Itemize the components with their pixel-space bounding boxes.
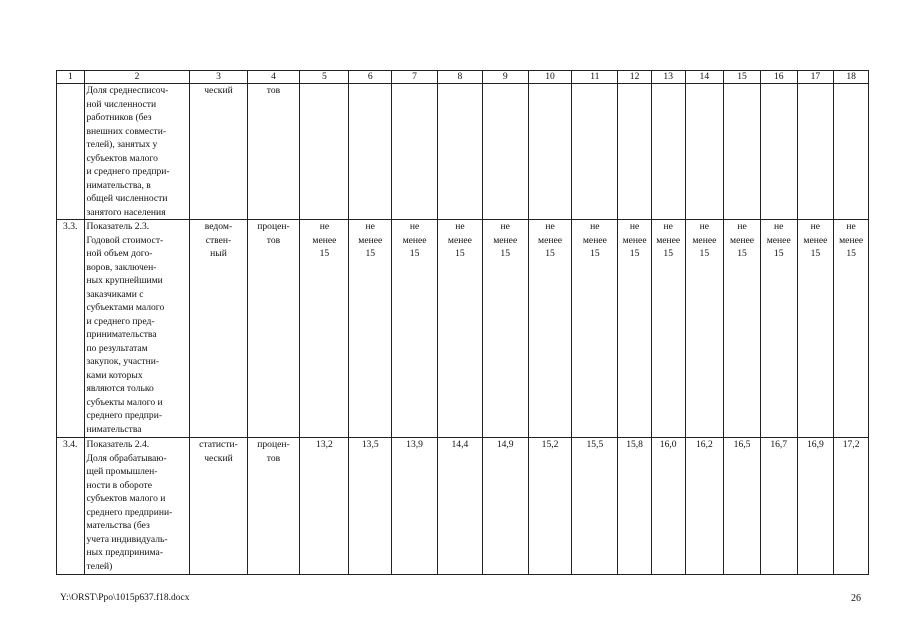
value-cell: не менее 15: [300, 220, 349, 438]
unit: процен- тов: [247, 438, 300, 575]
value-cell: 16,9: [797, 438, 834, 575]
column-header: 15: [724, 71, 761, 84]
value-cell: 16,2: [685, 438, 724, 575]
value-cell: не менее 15: [437, 220, 482, 438]
column-header: 3: [190, 71, 247, 84]
value-cell: не менее 15: [760, 220, 797, 438]
value-cell: 15,2: [528, 438, 572, 575]
value-cell: не менее 15: [349, 220, 392, 438]
value-cell: 14,9: [482, 438, 528, 575]
column-header: 1: [57, 71, 85, 84]
value-cell: [797, 84, 834, 220]
value-cell: не менее 15: [392, 220, 438, 438]
column-header: 12: [618, 71, 652, 84]
table-row-3-4: [57, 438, 869, 575]
column-header: 7: [392, 71, 438, 84]
value-cell: не менее 15: [685, 220, 724, 438]
indicator-name: Доля среднесписоч- ной численности работников (без внешних совмести- телей), занятых у субъектов малого и среднего предпри- нимательства, в общей численности занятого населения: [84, 84, 190, 220]
value-cell: 16,0: [651, 438, 685, 575]
column-header: 8: [437, 71, 482, 84]
value-cell: [392, 84, 438, 220]
column-header: 2: [84, 71, 190, 84]
value-cell: [482, 84, 528, 220]
column-header: 4: [247, 71, 300, 84]
value-cell: не менее 15: [572, 220, 618, 438]
value-cell: 13,9: [392, 438, 438, 575]
value-cell: не менее 15: [528, 220, 572, 438]
value-cell: [437, 84, 482, 220]
value-cell: [300, 84, 349, 220]
value-cell: не менее 15: [834, 220, 869, 438]
value-cell: [349, 84, 392, 220]
column-header: 13: [651, 71, 685, 84]
value-cell: не менее 15: [797, 220, 834, 438]
indicators-table: [56, 70, 869, 575]
column-number-row: [57, 71, 869, 84]
table-row-continued: [57, 84, 869, 220]
unit: процен- тов: [247, 220, 300, 438]
row-number: 3.3.: [57, 220, 85, 438]
data-source: статисти- ческий: [190, 438, 247, 575]
column-header: 9: [482, 71, 528, 84]
value-cell: 15,8: [618, 438, 652, 575]
value-cell: не менее 15: [482, 220, 528, 438]
unit: тов: [247, 84, 300, 220]
row-number: 3.4.: [57, 438, 85, 575]
column-header: 16: [760, 71, 797, 84]
value-cell: [651, 84, 685, 220]
value-cell: 13,2: [300, 438, 349, 575]
column-header: 18: [834, 71, 869, 84]
value-cell: 16,7: [760, 438, 797, 575]
data-source: ведом- ствен- ный: [190, 220, 247, 438]
value-cell: [528, 84, 572, 220]
page-number: 26: [851, 593, 861, 604]
value-cell: [760, 84, 797, 220]
value-cell: не менее 15: [651, 220, 685, 438]
value-cell: 17,2: [834, 438, 869, 575]
data-source: ческий: [190, 84, 247, 220]
table-row-3-3: [57, 220, 869, 438]
value-cell: 16,5: [724, 438, 761, 575]
column-header: 17: [797, 71, 834, 84]
column-header: 11: [572, 71, 618, 84]
value-cell: [834, 84, 869, 220]
value-cell: 13,5: [349, 438, 392, 575]
value-cell: [724, 84, 761, 220]
value-cell: не менее 15: [724, 220, 761, 438]
column-header: 6: [349, 71, 392, 84]
value-cell: 15,5: [572, 438, 618, 575]
footer-file-path: Y:\ORST\Ppo\1015p637.f18.docx: [60, 593, 190, 603]
value-cell: 14,4: [437, 438, 482, 575]
value-cell: [618, 84, 652, 220]
column-header: 10: [528, 71, 572, 84]
column-header: 5: [300, 71, 349, 84]
column-header: 14: [685, 71, 724, 84]
indicator-name: Показатель 2.3. Годовой стоимост- ной объем дого- воров, заключен- ных крупнейшими заказчиками с субъектами малого и среднего пред- принимательства по результатам закупок, участни- ками которых являются только субъекты малого и среднего предпри- нимательства: [84, 220, 190, 438]
row-number: [57, 84, 85, 220]
value-cell: не менее 15: [618, 220, 652, 438]
value-cell: [685, 84, 724, 220]
value-cell: [572, 84, 618, 220]
indicator-name: Показатель 2.4. Доля обрабатываю- щей промышлен- ности в обороте субъектов малого и среднего предприни- мательства (без учета индивидуаль- ных предпринима- телей): [84, 438, 190, 575]
